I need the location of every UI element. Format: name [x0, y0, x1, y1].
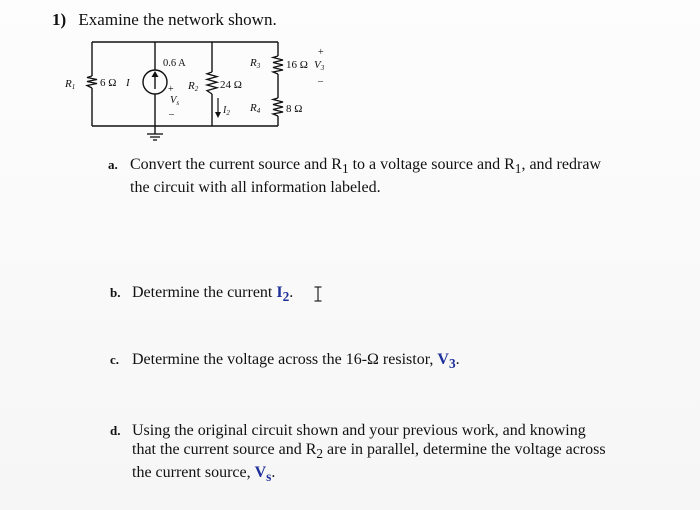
problem-number: 1) [52, 10, 67, 29]
question-d-text: Using the original circuit shown and your previous work, and knowing that the current source and $R_2$ are in parallel, determine the voltage across the current source, $V_s$. [132, 422, 606, 485]
vs-plus-sign: + [168, 84, 174, 95]
source-current-i-label: I [126, 77, 130, 89]
v3-plus-sign: + [318, 47, 324, 58]
i2-current-arrow [215, 98, 221, 118]
vs-minus-sign: – [169, 109, 174, 120]
question-b-text: Determine the current $I_2$. [132, 284, 294, 305]
ground-symbol [147, 134, 163, 140]
resistor-r2 [207, 72, 217, 94]
circuit-diagram [60, 36, 340, 146]
resistor-r3 [273, 56, 283, 74]
question-c-letter: c. [110, 352, 120, 367]
question-c [110, 350, 460, 373]
question-b-letter: b. [110, 285, 121, 300]
question-c-text: Determine the voltage across the 16-Ω resistor, $V_3$. [132, 351, 460, 372]
problem-header [52, 10, 277, 30]
r3-value: 16 Ω [286, 59, 308, 71]
current-source [143, 70, 167, 94]
v3-label: V3 [314, 59, 325, 72]
i2-label: $I_2$ [223, 105, 230, 117]
question-b [110, 283, 293, 306]
r1-label: R1 [65, 78, 76, 91]
v3-minus-sign: – [318, 76, 323, 87]
r2-value: 24 Ω [220, 79, 242, 91]
question-a-letter: a. [108, 157, 118, 172]
circuit-wires [92, 42, 278, 134]
r1-value: 6 Ω [100, 77, 117, 89]
source-current-value: 0.6 A [163, 58, 186, 69]
r4-value: 8 Ω [286, 103, 303, 115]
question-d [110, 421, 606, 486]
resistor-r1 [87, 76, 97, 88]
vs-label: Vs [170, 95, 180, 107]
resistor-r4 [273, 98, 283, 116]
question-a [108, 155, 601, 197]
question-d-letter: d. [110, 423, 121, 438]
question-a-text: Convert the current source and $R_1$ to a voltage source and $R_1$, and redraw the circuit with all information labeled. [130, 156, 601, 197]
r4-label: R4 [250, 102, 261, 115]
r2-label: R2 [188, 80, 199, 93]
text-cursor-icon [313, 286, 323, 302]
problem-prompt: Examine the network shown. [78, 10, 277, 29]
r3-label: R3 [250, 57, 261, 70]
